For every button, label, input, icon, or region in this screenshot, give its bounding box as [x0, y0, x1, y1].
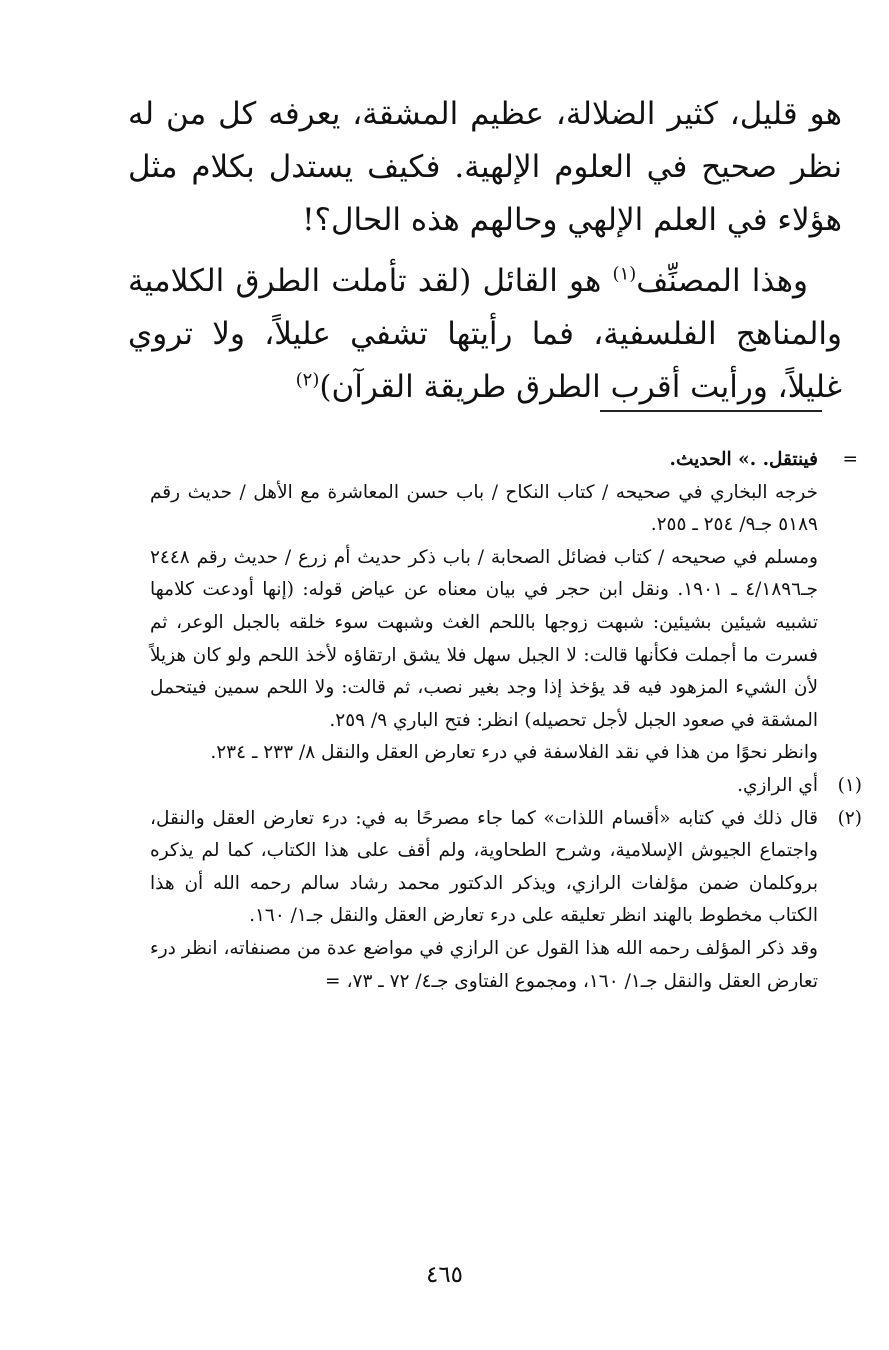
- continued-footnote: [150, 444, 858, 770]
- footnote-2-number: (٢): [837, 807, 862, 829]
- continued-footnote-line-2: ومسلم في صحيحه / كتاب فضائل الصحابة / باب ذكر حديث أم زرع / حديث رقم ٢٤٤٨ جـ٤/١٨٩٦ ـ ١٩٠١. ونقل ابن حجر في بيان معناه عن عياض قوله: (إنها أودعت كلامها تشبيه شيئين بشيئين: شبهت زوجها باللحم الغث وشبهت سوء خلقه بالجبل الوعر، ثم فسرت ما أجملت فكأنها قالت: لا الجبل سهل فلا يشق ارتقاؤه لأخذ اللحم ولو كان هزيلاً لأن الشيء المزهود فيه قد يؤخذ إذا وجد بغير نصب، ثم قالت: ولا اللحم سمين فيتحمل المشقة في صعود الجبل لأجل تحصيله) انظر: فتح الباري ٩/ ٢٥٩.: [150, 546, 818, 731]
- main-paragraph-2-start: وهذا المصنِّف: [636, 263, 808, 299]
- footnotes: [150, 444, 862, 998]
- footnote-1-text: أي الرازي.: [737, 774, 818, 796]
- end-continuation-mark: =: [325, 970, 341, 992]
- continuation-mark: =: [842, 449, 858, 470]
- main-paragraph-1: هو قليل، كثير الضلالة، عظيم المشقة، يعرفه كل من له نظر صحيح في العلوم الإلهية. فكيف يستدل بكلام مثل هؤلاء في العلم الإلهي وحالهم هذه الحال؟!: [128, 96, 842, 238]
- footnote-ref-1[interactable]: (١): [612, 263, 637, 285]
- main-text: [128, 88, 842, 414]
- main-paragraph-2: [128, 255, 842, 414]
- footnote-2: [150, 803, 862, 999]
- footnote-2-extra-text: وقد ذكر المؤلف رحمه الله هذا القول عن الرازي في مواضع عدة من مصنفاته، انظر درء تعارض العقل والنقل جـ١/ ١٦٠، ومجموع الفتاوى جـ٤/ ٧٢ ـ ٧٣،: [150, 937, 818, 992]
- continued-footnote-head: فينتقل. .» الحديث.: [669, 449, 818, 470]
- footnote-1: [150, 770, 862, 803]
- footnote-1-number: (١): [837, 774, 862, 796]
- footnote-2-text: قال ذلك في كتابه «أقسام اللذات» كما جاء مصرحًا به في: درء تعارض العقل والنقل، واجتماع الجيوش الإسلامية، وشرح الطحاوية، ولم أقف على هذا الكتاب، كما لم يذكره بروكلمان ضمن مؤلفات الرازي، ويذكر الدكتور محمد رشاد سالم رحمه الله أن هذا الكتاب مخطوط بالهند انظر تعليقه على درء تعارض العقل والنقل جـ١/ ١٦٠.: [150, 807, 818, 927]
- continued-footnote-line-3: وانظر نحوًا من هذا في نقد الفلاسفة في درء تعارض العقل والنقل ٨/ ٢٣٣ ـ ٢٣٤.: [210, 742, 818, 764]
- main-paragraph-2-quote: هو القائل (لقد تأملت الطرق الكلامية والمناهج الفلسفية، فما رأيتها تشفي عليلاً، ولا تروي غليلاً، ورأيت أقرب الطرق طريقة القرآن): [128, 263, 842, 405]
- footnote-2-extra: [150, 933, 818, 998]
- footnote-ref-2[interactable]: (٢): [295, 369, 320, 391]
- footnote-separator: [600, 410, 822, 412]
- page-number: ٤٦٥: [425, 1262, 464, 1288]
- continued-footnote-line-1: خرجه البخاري في صحيحه / كتاب النكاح / باب حسن المعاشرة مع الأهل / حديث رقم ٥١٨٩ جـ٩/ ٢٥٤ ـ ٢٥٥.: [150, 481, 818, 536]
